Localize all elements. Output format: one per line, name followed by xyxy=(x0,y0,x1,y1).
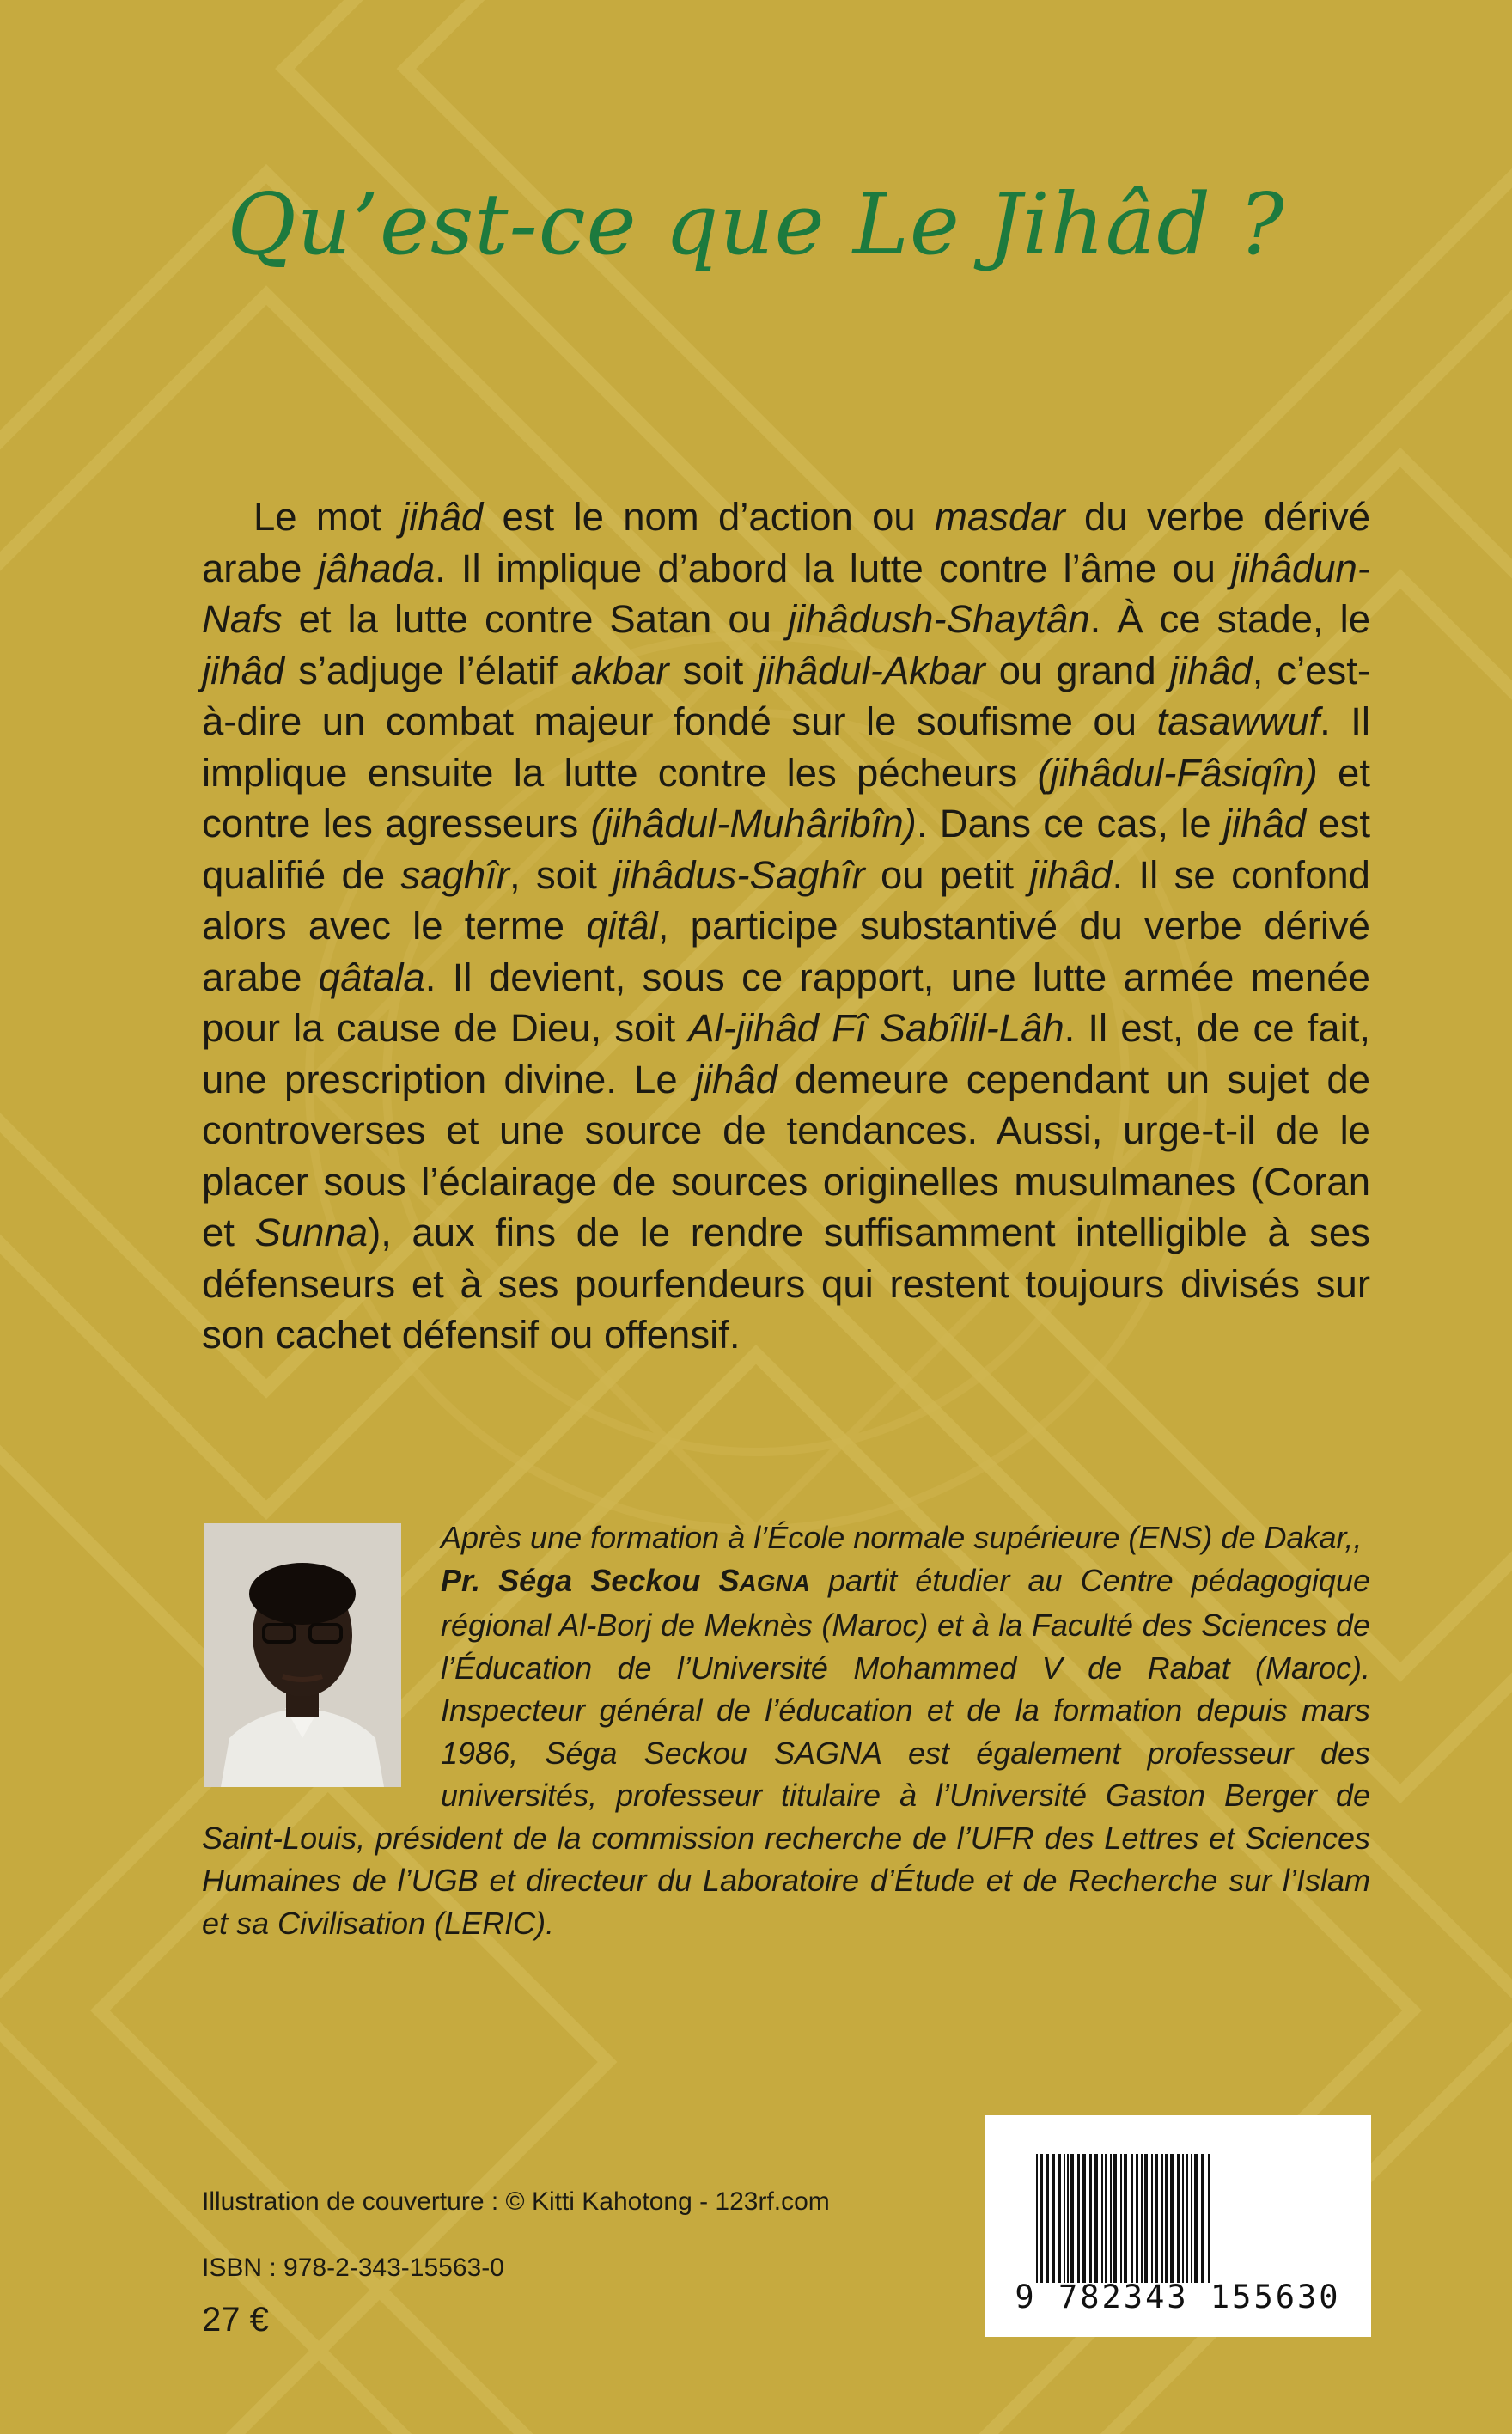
barcode-bar xyxy=(1077,2154,1080,2283)
text-run: . Il se confond alors avec le terme xyxy=(202,852,1370,948)
italic-term: (jihâdul-Fâsiqîn) xyxy=(1037,750,1318,795)
author-name: Pr. Séga Seckou SAGNA xyxy=(441,1562,810,1598)
barcode-digits: 9 782343 155630 xyxy=(1015,2278,1341,2315)
italic-term: jihâdun-Nafs xyxy=(202,546,1371,641)
italic-term: jâhada xyxy=(317,546,436,590)
text-run: . À ce stade, le xyxy=(1089,597,1370,641)
barcode-bar xyxy=(1144,2154,1148,2283)
barcode-bar xyxy=(1141,2154,1143,2283)
barcode-bar xyxy=(1155,2154,1158,2283)
text-run: Le mot xyxy=(253,495,401,539)
author-bio xyxy=(202,1516,1370,1944)
barcode-bar xyxy=(1161,2154,1163,2283)
italic-term: jihâdush-Shaytân xyxy=(787,597,1090,641)
book-title: Qu’est-ce que Le Jihâd ? xyxy=(227,176,1285,274)
cover-credit: Illustration de couverture : © Kitti Kahotong - 123rf.com xyxy=(202,2187,830,2216)
italic-term: tasawwuf xyxy=(1156,699,1320,743)
text-run: s’adjuge l’élatif xyxy=(284,648,571,692)
italic-term: qitâl xyxy=(586,904,658,948)
text-run: , c’est-à-dire un combat majeur fondé sur le soufisme ou xyxy=(202,648,1370,743)
barcode-bar xyxy=(1052,2154,1055,2283)
text-run: . Il devient, sous ce rapport, une lutte armée menée pour la cause de Dieu, soit xyxy=(202,955,1370,1050)
text-run: ), aux fins de le rendre suffisamment intelligible à ses défenseurs et à ses pourfendeurs qui restent toujours divisés sur son cachet défensif ou offensif. xyxy=(202,1211,1370,1357)
bio-intro: Après une formation à l’École normale supérieure (ENS) de Dakar,, xyxy=(441,1520,1363,1555)
barcode-bar xyxy=(1113,2154,1117,2283)
italic-term: saghîr xyxy=(400,852,510,897)
text-run: . Il est, de ce fait, une prescription divine. Le xyxy=(202,1006,1370,1101)
text-run: et la lutte contre Satan ou xyxy=(282,597,788,641)
italic-term: Sunna xyxy=(254,1211,369,1254)
italic-term: akbar xyxy=(570,648,669,692)
barcode-bar xyxy=(1101,2154,1103,2283)
barcode-bar xyxy=(1201,2154,1204,2283)
italic-term: masdar xyxy=(935,495,1065,539)
bio-rest: partit étudier au Centre pédagogique régional Al-Borj de Meknès (Maroc) et à la Faculté des Sciences de l’Éducation de l’Université Mohammed V de Rabat (Maroc). Inspecteur général de l’éducation et de la formation depuis mars 1986, Séga Seckou SAGNA est également professeur des universités, professeur titulaire à l’Université Gaston Berger de Saint-Louis, président de la commission recherche de l’UFR des Lettres et Sciences Humaines de l’UGB et directeur du Laboratoire d’Étude et de Recherche sur l’Islam et sa Civilisation (LERIC). xyxy=(202,1562,1370,1941)
barcode-bar xyxy=(1040,2154,1043,2283)
barcode-bar xyxy=(1191,2154,1192,2283)
isbn: ISBN : 978-2-343-15563-0 xyxy=(202,2254,504,2282)
text-run: , participe substantivé du verbe dérivé arabe xyxy=(202,904,1370,999)
italic-term: (jihâdul-Muhâribîn) xyxy=(590,802,917,845)
italic-term: jihâd xyxy=(400,495,484,539)
barcode-bar xyxy=(1170,2154,1174,2283)
italic-term: jihâd xyxy=(1169,648,1253,692)
italic-term: jihâd xyxy=(694,1057,777,1101)
price: 27 € xyxy=(202,2301,269,2339)
barcode xyxy=(985,2115,1371,2337)
barcode-bar xyxy=(1186,2154,1188,2283)
text-run: ou grand xyxy=(985,648,1170,692)
italic-term: Al-jihâd Fî Sabîlil-Lâh xyxy=(688,1006,1064,1050)
text-run: du verbe dérivé arabe xyxy=(202,495,1371,590)
barcode-bar xyxy=(1131,2154,1133,2283)
barcode-bar xyxy=(1177,2154,1180,2283)
barcode-bar xyxy=(1094,2154,1098,2283)
text-run: est le nom d’action ou xyxy=(483,495,936,539)
barcode-bar xyxy=(1105,2154,1107,2283)
barcode-bar xyxy=(1110,2154,1112,2283)
italic-term: jihâd xyxy=(1029,852,1113,897)
barcode-bar xyxy=(1089,2154,1092,2283)
barcode-bar xyxy=(1194,2154,1198,2283)
summary-paragraph xyxy=(202,491,1370,1361)
barcode-bar xyxy=(1067,2154,1069,2283)
italic-term: jihâdul-Akbar xyxy=(757,648,985,692)
text-run: . Dans ce cas, le xyxy=(916,802,1223,845)
text-run: et contre les agresseurs xyxy=(202,750,1371,845)
text-run: demeure cependant un sujet de controverses et une source de tendances. Aussi, urge-t-il de le placer sous l’éclairage de sources originelles musulmanes (Coran et xyxy=(202,1057,1370,1254)
barcode-bar xyxy=(1124,2154,1127,2283)
barcode-bar xyxy=(1151,2154,1153,2283)
text-run: . Il implique d’abord la lutte contre l’âme ou xyxy=(435,546,1232,590)
text-run: , soit xyxy=(509,852,613,897)
barcode-bar xyxy=(1046,2154,1049,2283)
italic-term: qâtala xyxy=(318,955,425,999)
barcode-bar xyxy=(1064,2154,1065,2283)
text-run: ou petit xyxy=(864,852,1030,897)
barcode-bar xyxy=(1058,2154,1061,2283)
barcode-bar xyxy=(1082,2154,1086,2283)
italic-term: jihâd xyxy=(1222,802,1307,845)
summary-text xyxy=(202,491,1370,1361)
barcode-bar xyxy=(1036,2154,1038,2283)
barcode-bar xyxy=(1136,2154,1138,2283)
barcode-bar xyxy=(1120,2154,1122,2283)
text-run: . Il implique ensuite la lutte contre les pécheurs xyxy=(202,699,1370,795)
text-run: soit xyxy=(668,648,758,692)
barcode-bar xyxy=(1070,2154,1074,2283)
text-run: est qualifié de xyxy=(202,802,1371,897)
italic-term: jihâdus-Saghîr xyxy=(613,852,865,897)
barcode-bar xyxy=(1165,2154,1168,2283)
barcode-bar xyxy=(1182,2154,1184,2283)
italic-term: jihâd xyxy=(202,648,285,692)
barcode-bar xyxy=(1208,2154,1210,2283)
